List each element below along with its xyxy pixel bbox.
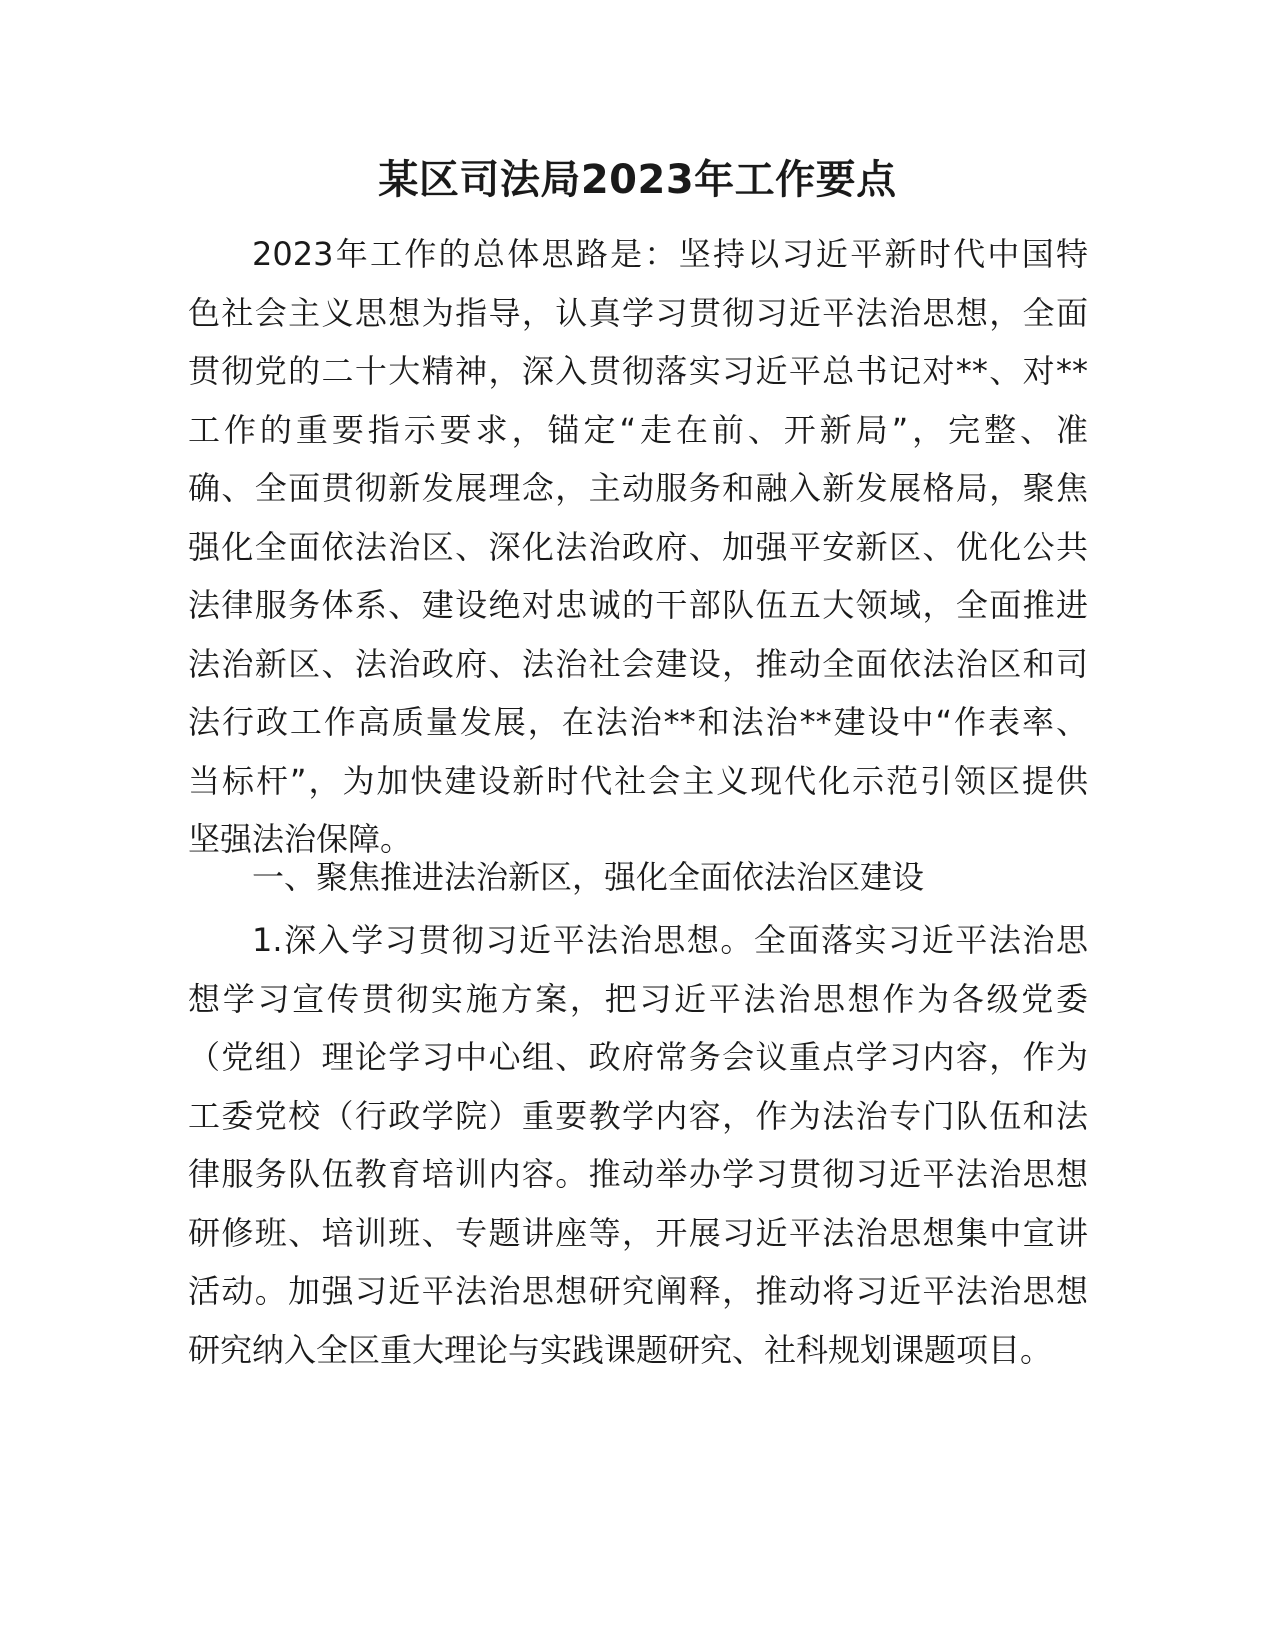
- intro-line: 当标杆”，为加快建设新时代社会主义现代化示范引领区提供: [188, 761, 1088, 800]
- section-heading: [188, 848, 1088, 907]
- item-line: 活动。加强习近平法治思想研究阐释，推动将习近平法治思想: [188, 1272, 1088, 1310]
- item-line: 研究纳入全区重大理论与实践课题研究、社科规划课题项目。: [188, 1330, 1053, 1369]
- section-heading-text: 一、聚焦推进法治新区，强化全面依法治区建设: [252, 858, 925, 896]
- intro-line: 坚强法治保障。: [188, 820, 413, 858]
- intro-paragraph: [188, 225, 1088, 869]
- intro-line: 色社会主义思想为指导，认真学习贯彻习近平法治思想，全面: [188, 293, 1088, 332]
- item-1-paragraph: [188, 911, 1088, 1379]
- item-line: 想学习宣传贯彻实施方案，把习近平法治思想作为各级党委: [188, 979, 1088, 1018]
- item-line: 律服务队伍教育培训内容。推动举办学习贯彻习近平法治思想: [188, 1155, 1088, 1193]
- intro-line: 法治新区、法治政府、法治社会建设，推动全面依法治区和司: [188, 644, 1088, 683]
- intro-line: 确、全面贯彻新发展理念，主动服务和融入新发展格局，聚焦: [188, 469, 1088, 507]
- item-line: 1.深入学习贯彻习近平法治思想。全面落实习近平法治思: [252, 921, 1088, 959]
- intro-line: 工作的重要指示要求，锚定“走在前、开新局”，完整、准: [188, 410, 1088, 449]
- intro-line: 2023年工作的总体思路是：坚持以习近平新时代中国特: [252, 235, 1088, 273]
- document-title: 某区司法局2023年工作要点: [378, 157, 897, 203]
- item-line: （党组）理论学习中心组、政府常务会议重点学习内容，作为: [188, 1038, 1088, 1076]
- intro-line: 法律服务体系、建设绝对忠诚的干部队伍五大领域，全面推进: [188, 586, 1088, 624]
- item-line: 研修班、培训班、专题讲座等，开展习近平法治思想集中宣讲: [188, 1213, 1088, 1252]
- intro-line: 贯彻党的二十大精神，深入贯彻落实习近平总书记对**、对**: [188, 352, 1088, 390]
- intro-line: 法行政工作高质量发展，在法治**和法治**建设中“作表率、: [188, 703, 1088, 741]
- intro-line: 强化全面依法治区、深化法治政府、加强平安新区、优化公共: [188, 527, 1088, 566]
- item-line: 工委党校（行政学院）重要教学内容，作为法治专门队伍和法: [188, 1096, 1088, 1135]
